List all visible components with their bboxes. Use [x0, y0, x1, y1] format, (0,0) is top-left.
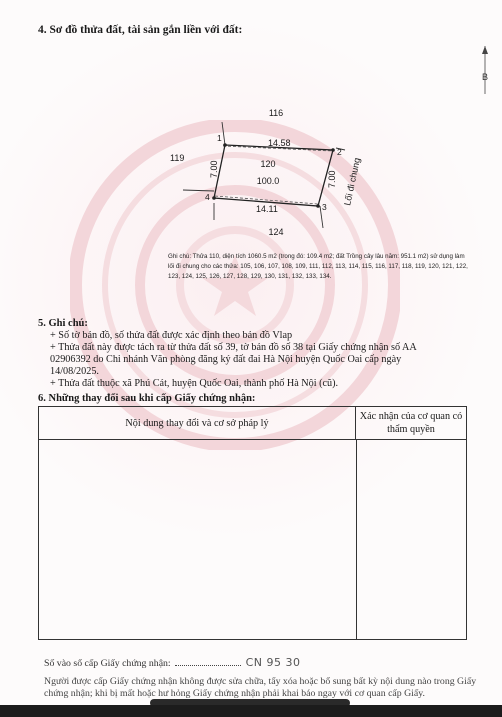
section-5-title: 5. Ghi chú: — [38, 318, 88, 329]
changes-table — [38, 406, 467, 640]
adjacent-parcel-top: 116 — [268, 108, 284, 118]
road-label: Lối đi chung — [342, 156, 363, 207]
dimension-bottom: 14.11 — [256, 204, 278, 214]
vertex-marker — [212, 196, 216, 200]
column-divider — [356, 440, 357, 639]
boundary-line — [222, 122, 225, 145]
register-value: CN 95 30 — [245, 656, 301, 669]
vertex-marker — [331, 148, 335, 152]
parcel-dashed-edge — [215, 196, 318, 204]
section-4-title: 4. Sơ đồ thửa đất, tài sản gắn liền với đất: — [38, 24, 243, 36]
column-header-confirmation: Xác nhận của cơ quan có thẩm quyền — [356, 407, 466, 440]
dimension-right: 7.00 — [327, 170, 337, 188]
scan-bottom-edge — [0, 705, 502, 717]
boundary-line — [183, 190, 214, 191]
vertex-label-4: 4 — [205, 192, 210, 202]
parcel-area: 100.0 — [256, 176, 280, 186]
note-item: + Thửa đất thuộc xã Phú Cát, huyện Quốc Oai, thành phố Hà Nội (cũ). — [50, 378, 339, 389]
section-6-title: 6. Những thay đổi sau khi cấp Giấy chứng nhận: — [38, 393, 256, 404]
dotted-leader — [175, 656, 241, 666]
note-item: + Thửa đất này được tách ra từ thửa đất số 39, tờ bản đồ số 38 tại Giấy chứng nhận số AA 02906392 do Chi nhánh Văn phòng đăng ký đất đai Hà Nội huyện Quốc Oai cấp ngày 14/08/2025. — [50, 342, 417, 377]
dimension-top: 14.58 — [268, 138, 291, 148]
diagram-note: Ghi chú: Thửa 110, diện tích 1060.5 m2 (trong đó: 109.4 m2; đất Trồng cây lâu năm: 951.1 m2) sử dụng làm lối đi chung cho các thửa: 105, 106, 107, 108, 109, 111, 112, 113, 114, 115, 116, 117, 118, 119, 120, 121, 122, 123, 124, 125, 126, 127, 128, 129, 130, 131, 132, 133, 134. — [168, 253, 468, 280]
footer-warning: Người được cấp Giấy chứng nhận không được sửa chữa, tẩy xóa hoặc bổ sung bất kỳ nội dung nào trong Giấy chứng nhận; khi bị mất hoặc hư hỏng Giấy chứng nhận phải khai báo ngay với cơ quan cấp Giấy. — [44, 676, 477, 699]
note-item: + Số tờ bản đồ, số thửa đất được xác định theo bản đồ Vlap — [50, 330, 293, 341]
register-label: Số vào sổ cấp Giấy chứng nhận: — [44, 658, 171, 669]
column-header-changes: Nội dung thay đổi và cơ sở pháp lý — [39, 407, 356, 440]
vertex-marker — [223, 143, 227, 147]
vertex-marker — [316, 204, 320, 208]
dimension-left: 7.00 — [209, 160, 219, 178]
north-label: B — [481, 72, 489, 82]
adjacent-parcel-left: 119 — [170, 153, 185, 163]
parcel-number: 120 — [260, 159, 276, 169]
register-number-row — [44, 656, 300, 669]
adjacent-parcel-bottom: 124 — [268, 227, 284, 237]
vertex-label-1: 1 — [217, 133, 222, 143]
vertex-label-3: 3 — [322, 202, 327, 212]
vertex-label-2: 2 — [337, 147, 342, 157]
